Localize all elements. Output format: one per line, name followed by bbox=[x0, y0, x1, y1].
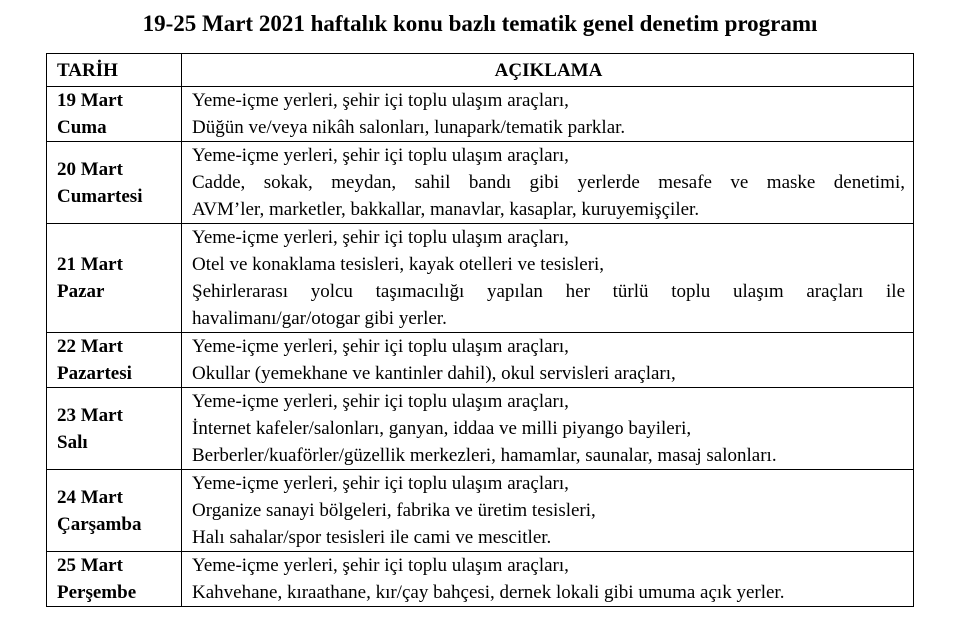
date-weekday: Cumartesi bbox=[57, 185, 143, 207]
inspection-schedule-table bbox=[46, 53, 914, 607]
table-row bbox=[47, 142, 914, 224]
description-line: İnternet kafeler/salonları, ganyan, iddaa ve milli piyango bayileri, bbox=[192, 418, 692, 439]
date-cell bbox=[47, 87, 182, 142]
date-day: 23 Mart bbox=[57, 404, 123, 426]
description-cell bbox=[182, 388, 914, 470]
date-day: 24 Mart bbox=[57, 486, 123, 508]
description-cell bbox=[182, 552, 914, 607]
description-line: Berberler/kuaförler/güzellik merkezleri, hamamlar, saunalar, masaj salonları. bbox=[192, 445, 777, 466]
table-row bbox=[47, 552, 914, 607]
description-cell bbox=[182, 224, 914, 333]
description-cell bbox=[182, 87, 914, 142]
date-weekday: Pazartesi bbox=[57, 363, 132, 384]
description-line: Şehirlerarası yolcu taşımacılığı yapılan her türlü toplu ulaşım araçları ile bbox=[192, 281, 905, 302]
date-day: 19 Mart bbox=[57, 90, 123, 111]
description-line: Okullar (yemekhane ve kantinler dahil), okul servisleri araçları, bbox=[192, 363, 676, 384]
date-cell bbox=[47, 224, 182, 333]
description-line: Cadde, sokak, meydan, sahil bandı gibi yerlerde mesafe ve maske denetimi, bbox=[192, 172, 905, 193]
description-line: Düğün ve/veya nikâh salonları, lunapark/tematik parklar. bbox=[192, 117, 626, 138]
table-row bbox=[47, 87, 914, 142]
document-title: 19-25 Mart 2021 haftalık konu bazlı tematik genel denetim programı bbox=[142, 11, 818, 36]
date-cell bbox=[47, 388, 182, 470]
date-day: 21 Mart bbox=[57, 254, 123, 275]
description-cell bbox=[182, 142, 914, 224]
table-header-row bbox=[47, 54, 914, 87]
description-line: Yeme-içme yerleri, şehir içi toplu ulaşım araçları, bbox=[192, 391, 569, 412]
description-line: Kahvehane, kıraathane, kır/çay bahçesi, dernek lokali gibi umuma açık yerler. bbox=[192, 582, 785, 603]
description-line: Organize sanayi bölgeleri, fabrika ve üretim tesisleri, bbox=[192, 500, 596, 521]
date-cell bbox=[47, 333, 182, 388]
date-weekday: Cuma bbox=[57, 117, 107, 138]
table-row bbox=[47, 333, 914, 388]
date-weekday: Çarşamba bbox=[57, 513, 142, 535]
description-line: havalimanı/gar/otogar gibi yerler. bbox=[192, 308, 447, 329]
date-day: 20 Mart bbox=[57, 158, 123, 180]
description-line: Yeme-içme yerleri, şehir içi toplu ulaşım araçları, bbox=[192, 473, 569, 494]
date-cell bbox=[47, 552, 182, 607]
description-line: Yeme-içme yerleri, şehir içi toplu ulaşım araçları, bbox=[192, 90, 569, 111]
table-row bbox=[47, 470, 914, 552]
date-weekday: Pazar bbox=[57, 281, 105, 302]
header-date: TARİH bbox=[47, 54, 182, 87]
description-cell bbox=[182, 333, 914, 388]
description-cell bbox=[182, 470, 914, 552]
description-line: Yeme-içme yerleri, şehir içi toplu ulaşım araçları, bbox=[192, 555, 569, 576]
description-line: Yeme-içme yerleri, şehir içi toplu ulaşım araçları, bbox=[192, 145, 569, 166]
table-row bbox=[47, 388, 914, 470]
description-line: AVM’ler, marketler, bakkallar, manavlar, kasaplar, kuruyemişçiler. bbox=[192, 199, 700, 220]
date-day: 22 Mart bbox=[57, 336, 123, 357]
description-line: Halı sahalar/spor tesisleri ile cami ve mescitler. bbox=[192, 527, 552, 548]
date-weekday: Perşembe bbox=[57, 582, 137, 603]
date-cell bbox=[47, 142, 182, 224]
date-cell bbox=[47, 470, 182, 552]
header-description: AÇIKLAMA bbox=[182, 54, 914, 87]
date-day: 25 Mart bbox=[57, 555, 123, 576]
description-line: Yeme-içme yerleri, şehir içi toplu ulaşım araçları, bbox=[192, 227, 569, 248]
description-line: Yeme-içme yerleri, şehir içi toplu ulaşım araçları, bbox=[192, 336, 569, 357]
table-row bbox=[47, 224, 914, 333]
date-weekday: Salı bbox=[57, 431, 88, 453]
description-line: Otel ve konaklama tesisleri, kayak otelleri ve tesisleri, bbox=[192, 254, 605, 275]
